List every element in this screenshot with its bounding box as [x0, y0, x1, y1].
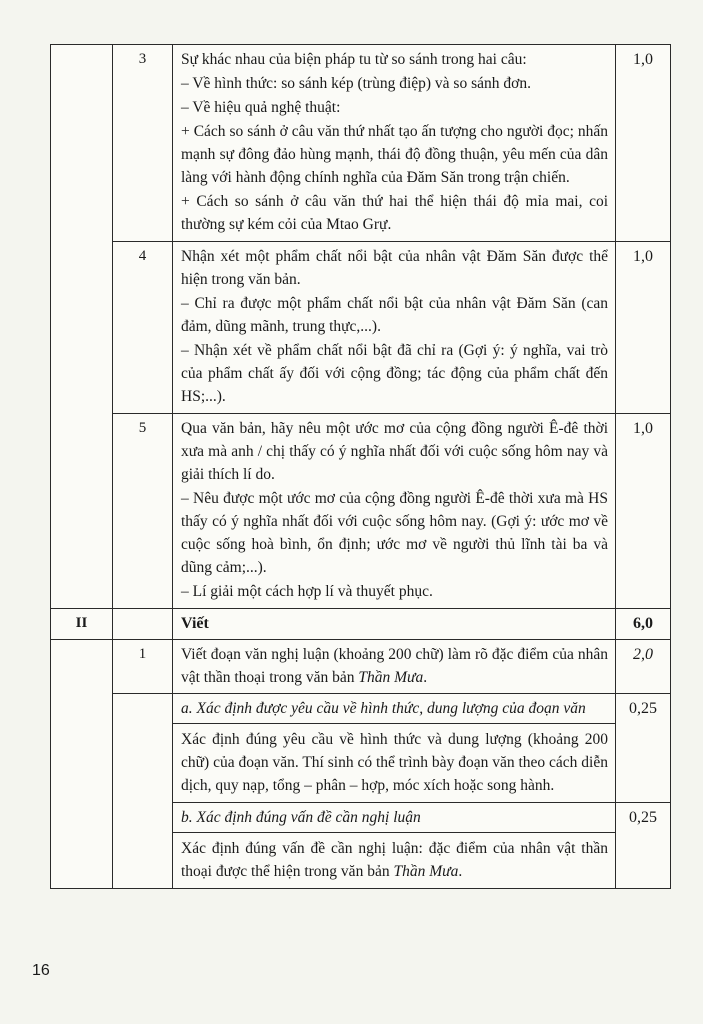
score: 1,0	[616, 242, 671, 414]
content-line: – Lí giải một cách hợp lí và thuyết phục.	[181, 583, 433, 600]
criteria-a	[173, 694, 616, 803]
criteria-text: Xác định đúng vấn đề cần nghị luận: đặc điểm của nhân vật thần thoại được thể hiện trong văn bản	[181, 840, 608, 880]
criteria-end: .	[458, 863, 463, 880]
section-score: 6,0	[616, 609, 671, 640]
score: 2,0	[616, 640, 671, 694]
content-line: + Cách so sánh ở câu văn thứ nhất tạo ấn tượng cho người đọc; nhấn mạnh sự đông đảo hùng mạnh, thái độ đồng thuận, yêu mến của dân làng với hành động chính nghĩa của Đăm Săn trong trận chiến.	[181, 123, 608, 186]
criteria-row	[51, 694, 671, 803]
answer-content	[173, 45, 616, 242]
section-row	[51, 609, 671, 640]
prompt-text: Viết đoạn văn nghị luận (khoảng 200 chữ) làm rõ đặc điểm của nhân vật thần thoại trong văn bản	[181, 646, 608, 686]
criteria-heading: a. Xác định được yêu cầu về hình thức, dung lượng của đoạn văn	[173, 694, 615, 724]
table-row	[51, 640, 671, 694]
section-cell-empty	[51, 640, 113, 889]
score: 0,25	[616, 803, 671, 889]
content-line: – Nêu được một ước mơ của cộng đồng người Ê-đê thời xưa mà HS thấy có ý nghĩa nhất đối với cuộc sống hôm nay. (Gợi ý: ước mơ về cuộc sống hoà bình, ổn định; ước mơ về người thủ lĩnh tài ba và dũng cảm;...).	[181, 490, 608, 576]
section-cell-empty	[51, 45, 113, 609]
section-title: Viết	[173, 609, 616, 640]
criteria-body: Xác định đúng yêu cầu về hình thức và dung lượng (khoảng 200 chữ) của đoạn văn. Thí sinh có thể trình bày đoạn văn theo cách diễn dịch, quy nạp, tổng – phân – hợp, móc xích hoặc song hành.	[181, 731, 608, 794]
score: 1,0	[616, 45, 671, 242]
page-number: 16	[32, 962, 50, 979]
content-line: Qua văn bản, hãy nêu một ước mơ của cộng đồng người Ê-đê thời xưa mà anh / chị thấy có ý nghĩa nhất đối với cuộc sống hôm nay và giải thích lí do.	[181, 420, 608, 483]
question-number: 1	[113, 640, 173, 694]
answer-content	[173, 242, 616, 414]
content-line: – Về hiệu quả nghệ thuật:	[181, 99, 341, 116]
section-roman: II	[51, 609, 113, 640]
content-line: Sự khác nhau của biện pháp tu từ so sánh trong hai câu:	[181, 51, 527, 68]
content-line: – Nhận xét về phẩm chất nổi bật đã chỉ ra (Gợi ý: ý nghĩa, vai trò của phẩm chất ấy đối với cộng đồng; tác động của phẩm chất đến HS;...).	[181, 342, 608, 405]
question-number: 3	[113, 45, 173, 242]
content-line: Nhận xét một phẩm chất nổi bật của nhân vật Đăm Săn được thể hiện trong văn bản.	[181, 248, 608, 288]
table-row	[51, 414, 671, 609]
question-number: 4	[113, 242, 173, 414]
content-line: – Chỉ ra được một phẩm chất nổi bật của nhân vật Đăm Săn (can đảm, dũng mãnh, trung thực,...).	[181, 295, 608, 335]
answer-content	[173, 414, 616, 609]
answer-key-table	[50, 44, 671, 889]
criteria-body	[181, 837, 608, 883]
criteria-heading: b. Xác định đúng vấn đề cần nghị luận	[173, 803, 615, 833]
empty-cell	[113, 694, 173, 889]
table-row	[51, 242, 671, 414]
score: 0,25	[616, 694, 671, 803]
prompt-end: .	[423, 669, 428, 686]
table-row	[51, 45, 671, 242]
criteria-title: Thần Mưa	[393, 863, 459, 880]
prompt-title: Thần Mưa	[358, 669, 424, 686]
content-line: + Cách so sánh ở câu văn thứ hai thể hiện thái độ mỉa mai, coi thường sự kém cỏi của Mtao Grự.	[181, 193, 608, 233]
question-number: 5	[113, 414, 173, 609]
score: 1,0	[616, 414, 671, 609]
criteria-b	[173, 803, 616, 889]
question-prompt	[173, 640, 616, 694]
empty-cell	[113, 609, 173, 640]
content-line: – Về hình thức: so sánh kép (trùng điệp) và so sánh đơn.	[181, 75, 531, 92]
